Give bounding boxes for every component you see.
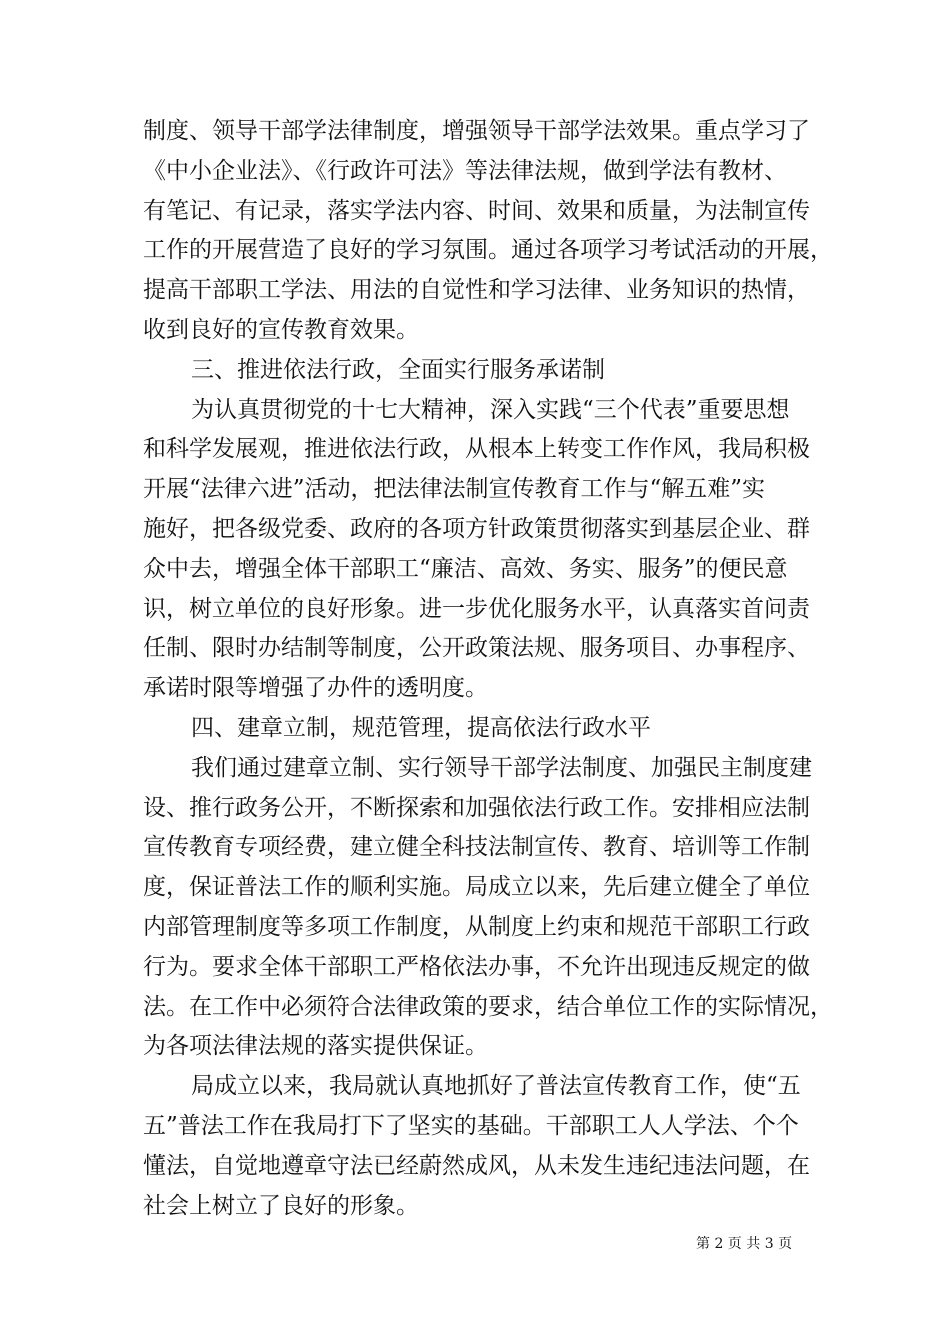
document-body — [143, 112, 833, 1226]
paragraph-line: 识，树立单位的良好形象。进一步优化服务水平，认真落实首问责 — [143, 595, 810, 622]
paragraph-line: 任制、限时办结制等制度，公开政策法规、服务项目、办事程序、 — [143, 635, 810, 662]
paragraph-line: 工作的开展营造了良好的学习氛围。通过各项学习考试活动的开展， — [143, 237, 833, 264]
paragraph-line: 懂法，自觉地遵章守法已经蔚然成风，从未发生违纪违法问题，在 — [143, 1152, 810, 1179]
paragraph-line: 制度、领导干部学法律制度，增强领导干部学法效果。重点学习了 — [143, 118, 810, 144]
paragraph-line: 局成立以来，我局就认真地抓好了普法宣传教育工作，使“五 — [191, 1073, 801, 1100]
paragraph-line: 和科学发展观，推进依法行政，从根本上转变工作作风，我局积极 — [143, 436, 810, 463]
paragraph-line: 众中去，增强全体干部职工“廉洁、高效、务实、服务”的便民意 — [143, 555, 788, 582]
paragraph-line: 有笔记、有记录，落实学法内容、时间、效果和质量，为法制宣传 — [143, 197, 810, 224]
section-heading: 三、推进依法行政，全面实行服务承诺制 — [191, 356, 605, 383]
paragraph-line: 内部管理制度等多项工作制度，从制度上约束和规范干部职工行政 — [143, 913, 810, 940]
paragraph-line: 提高干部职工学法、用法的自觉性和学习法律、业务知识的热情， — [143, 277, 810, 304]
paragraph-line: 为各项法律法规的落实提供保证。 — [143, 1033, 488, 1060]
paragraph-line: 法。在工作中必须符合法律政策的要求，结合单位工作的实际情况， — [143, 993, 833, 1020]
page-number-footer: 第 2 页 共 3 页 — [696, 1236, 793, 1252]
paragraph-line: 收到良好的宣传教育效果。 — [143, 316, 419, 343]
paragraph-line: 承诺时限等增强了办件的透明度。 — [143, 675, 488, 702]
paragraph-line: 为认真贯彻党的十七大精神，深入实践“三个代表”重要思想 — [191, 396, 790, 423]
paragraph-line: 宣传教育专项经费，建立健全科技法制宣传、教育、培训等工作制 — [143, 834, 810, 861]
paragraph-line: 施好，把各级党委、政府的各项方针政策贯彻落实到基层企业、群 — [143, 515, 810, 542]
paragraph-line: 开展“法律六进”活动，把法律法制宣传教育工作与“解五难”实 — [143, 476, 766, 503]
paragraph-line: 我们通过建章立制、实行领导干部学法制度、加强民主制度建 — [191, 754, 812, 781]
paragraph-line: 度，保证普法工作的顺利实施。局成立以来，先后建立健全了单位 — [143, 874, 810, 901]
paragraph-line: 行为。要求全体干部职工严格依法办事，不允许出现违反规定的做 — [143, 953, 810, 980]
section-heading: 四、建章立制，规范管理，提高依法行政水平 — [191, 714, 651, 741]
paragraph-line: 五”普法工作在我局打下了坚实的基础。干部职工人人学法、个个 — [143, 1112, 799, 1139]
paragraph-line: 社会上树立了良好的形象。 — [143, 1192, 419, 1219]
paragraph-line: 《中小企业法》、《行政许可法》等法律法规，做到学法有教材、 — [143, 157, 787, 184]
paragraph-line: 设、推行政务公开，不断探索和加强依法行政工作。安排相应法制 — [143, 794, 810, 821]
